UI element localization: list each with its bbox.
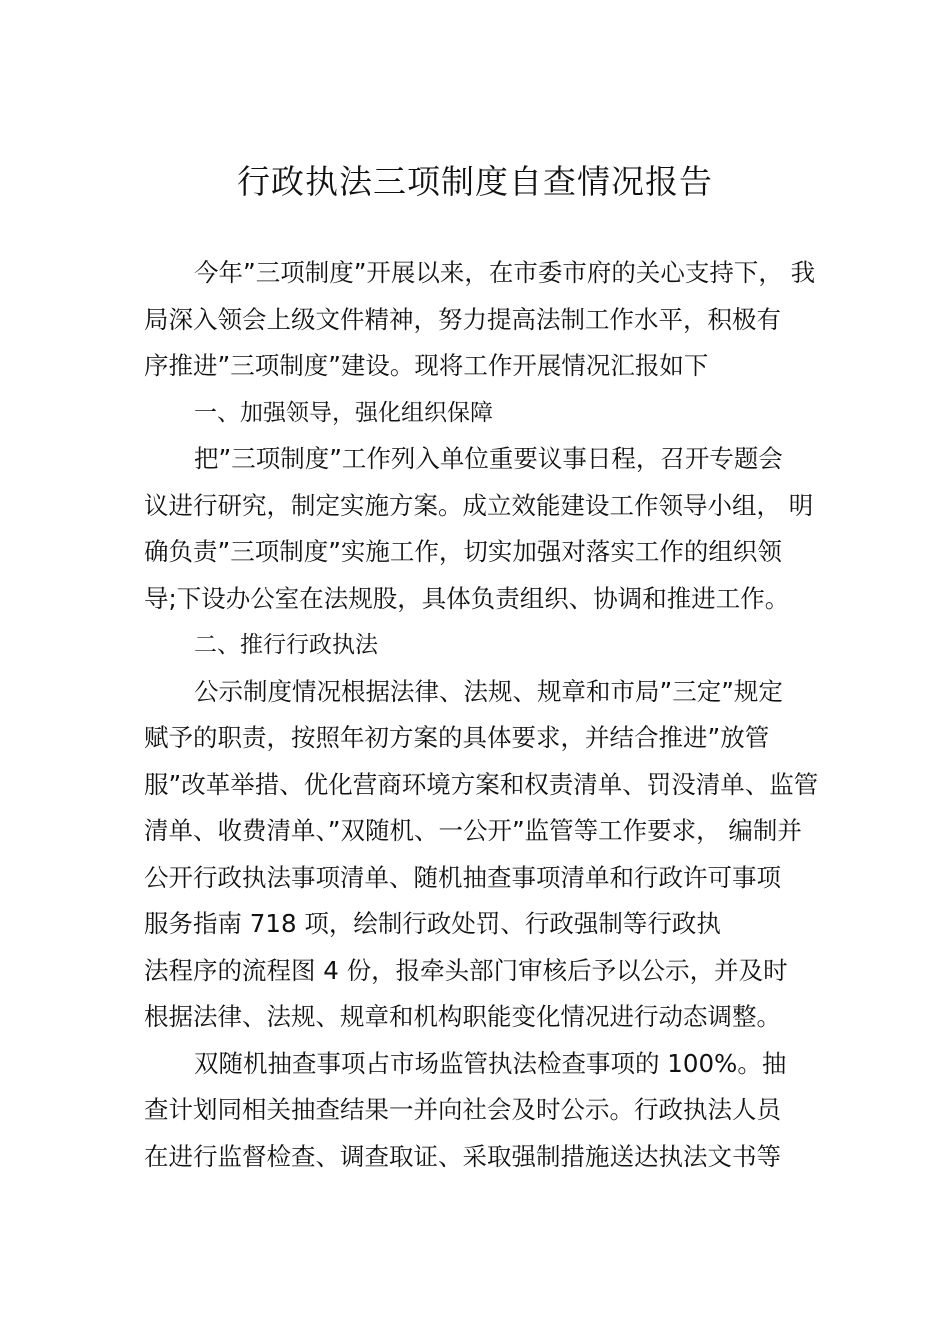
paragraph-line: 双随机抽查事项占市场监管执法检查事项的 100%。抽 xyxy=(194,1048,787,1078)
paragraph-line: 法程序的流程图 4 份，报牵头部门审核后予以公示，并及时 xyxy=(144,955,788,985)
paragraph-line: 赋予的职责，按照年初方案的具体要求，并结合推进”放管 xyxy=(144,723,770,752)
paragraph-line: 议进行研究，制定实施方案。成立效能建设工作领导小组， 明 xyxy=(144,490,814,520)
paragraph-line: 局深入领会上级文件精神，努力提高法制工作水平，积极有 xyxy=(144,304,781,334)
paragraph-line: 把”三项制度”工作列入单位重要议事日程，召开专题会 xyxy=(194,444,783,473)
paragraph-line: 序推进”三项制度”建设。现将工作开展情况汇报如下 xyxy=(144,351,709,380)
section-heading: 一、加强领导，强化组织保障 xyxy=(194,399,493,426)
section-heading: 二、推行行政执法 xyxy=(194,632,378,658)
paragraph-line: 服务指南 718 项，绘制行政处罚、行政强制等行政执 xyxy=(144,909,721,938)
paragraph-line: 清单、收费清单、”双随机、一公开”监管等工作要求， 编制并 xyxy=(144,816,802,845)
paragraph-line: 服”改革举措、优化营商环境方案和权责清单、罚没清单、监管 xyxy=(144,769,819,799)
paragraph-line: 在进行监督检查、调查取证、采取强制措施送达执法文书等 xyxy=(144,1141,781,1171)
paragraph-line: 导;下设办公室在法规股，具体负责组织、协调和推进工作。 xyxy=(144,583,790,613)
paragraph-line: 查计划同相关抽查结果一并向社会及时公示。行政执法人员 xyxy=(144,1095,781,1124)
document-body xyxy=(144,250,824,1180)
paragraph-line: 今年”三项制度”开展以来，在市委市府的关心支持下， 我 xyxy=(194,258,816,287)
paragraph-line: 公示制度情况根据法律、法规、规章和市局”三定”规定 xyxy=(194,676,783,706)
paragraph-line: 公开行政执法事项清单、随机抽查事项清单和行政许可事项 xyxy=(144,862,781,892)
paragraph-line: 根据法律、法规、规章和机构职能变化情况进行动态调整。 xyxy=(144,1002,781,1031)
document-title: 行政执法三项制度自查情况报告 xyxy=(237,162,713,201)
paragraph-line: 确负责”三项制度”实施工作，切实加强对落实工作的组织领 xyxy=(144,537,782,566)
